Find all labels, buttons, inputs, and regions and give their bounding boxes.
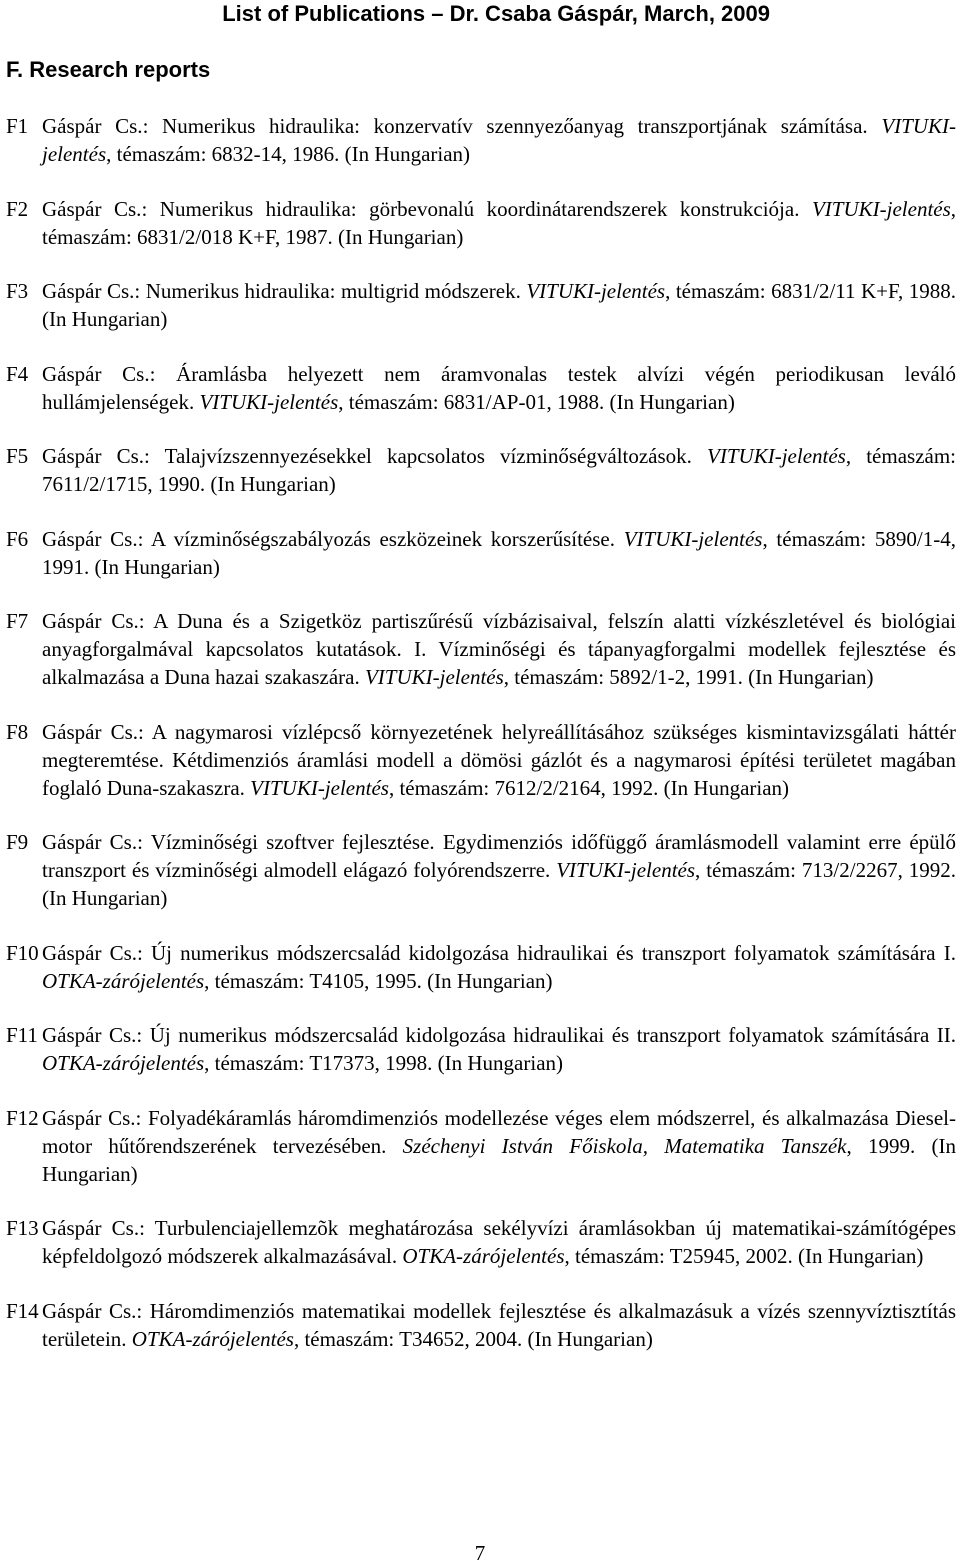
entry-title: : Turbulenciajellemzõk meghatározása sekélyvízi áramlásokban új matematikai-számítógépes képfeldolgozó módszerek alkalmazásával. — [42, 1216, 957, 1268]
entry-venue: VITUKI-jelentés — [250, 775, 389, 800]
entry-title: : A vízminőségszabályozás eszközeinek korszerűsítése. — [137, 526, 624, 551]
entry-venue: OTKA-zárójelentés — [42, 1051, 205, 1075]
entry-venue: OTKA-zárójelentés — [402, 1244, 565, 1268]
entry-author: Gáspár Cs. — [42, 361, 150, 386]
entry-title: : Folyadékáramlás háromdimenziós modellezése véges elem módszerrel, és alkalmazása Diesel-motor hűtőrendszerének tervezésében. — [42, 1105, 957, 1158]
entry-venue: VITUKI-jelentés — [556, 858, 696, 882]
entry-details: , témaszám: T4105, 1995. (In Hungarian) — [204, 968, 553, 993]
entry-number: F10 — [6, 940, 39, 965]
entry-title: : A nagymarosi vízlépcső környezetének helyreállításához szükséges kismintavizsgálati háttér megteremtése. Kétdimenziós áramlási modell a dömösi gázlót és a nagymarosi építési területet magában foglaló Duna-szakaszra. — [42, 719, 956, 800]
entry-number: F5 — [6, 444, 29, 468]
entry-title: : Numerikus hidraulika: konzervatív szennyezőanyag transzportjának számítása. — [142, 114, 882, 138]
entry-number: F9 — [6, 830, 29, 854]
publication-entry — [6, 1021, 956, 1077]
entry-author: Gáspár Cs. — [42, 444, 145, 468]
entry-details: , témaszám: 5892/1-2, 1991. (In Hungarian) — [503, 665, 874, 689]
publication-entry — [6, 828, 956, 912]
entry-number: F2 — [6, 196, 29, 221]
entry-author: Gáspár Cs. — [42, 526, 138, 551]
entry-title: : Háromdimenziós matematikai modellek fejlesztése és alkalmazásuk a vízés szennyvíztisztítás területein. — [42, 1298, 956, 1351]
entry-details: , témaszám: 713/2/2267, 1992. (In Hungarian) — [42, 858, 956, 910]
entry-venue: VITUKI-jelentés — [623, 526, 763, 551]
entry-title: : A Duna és a Szigetköz partiszűrésű vízbázisaival, felszín alatti vízkészletével és biológiai anyagforgalmával kapcsolatos kutatások. I. Vízminőségi és tápanyagforgalmi modellek fejlesztése és alkalmazása a Duna hazai szakaszára. — [42, 609, 956, 689]
entry-number: F3 — [6, 279, 29, 303]
page-header: List of Publications – Dr. Csaba Gáspár, March, 2009 — [222, 1, 770, 26]
publication-entry — [6, 525, 956, 581]
publication-entry — [6, 112, 956, 168]
entry-title: : Új numerikus módszercsalád kidolgozása hidraulikai és transzport folyamatok számítására I. — [137, 940, 956, 965]
publication-list — [6, 112, 956, 1379]
entry-number: F6 — [6, 526, 29, 551]
entry-venue: VITUKI-jelentés — [811, 196, 951, 221]
entry-details: , témaszám: 6831/2/018 K+F, 1987. (In Hungarian) — [42, 196, 957, 249]
entry-title: : Numerikus hidraulika: görbevonalú koordinátarendszerek konstrukciója. — [141, 196, 812, 221]
entry-title: : Vízminőségi szoftver fejlesztése. Egydimenziós időfüggő áramlásmodell valamint erre épülő transzport és vízminőségi almodell elágazó folyórendszerre. — [42, 830, 956, 882]
entry-details: , témaszám: T34652, 2004. (In Hungarian) — [293, 1326, 653, 1351]
entry-number: F12 — [6, 1105, 39, 1130]
entry-author: Gáspár Cs. — [42, 1298, 137, 1323]
entry-details: , témaszám: 7612/2/2164, 1992. (In Hungarian) — [388, 775, 790, 800]
entry-number: F13 — [6, 1216, 39, 1240]
publication-entry — [6, 360, 956, 416]
entry-details: , témaszám: 6831/AP-01, 1988. (In Hungarian) — [338, 389, 735, 414]
entry-title: : Numerikus hidraulika: multigrid módszerek. — [134, 279, 527, 303]
publication-entry — [6, 195, 956, 251]
entry-venue: VITUKI-jelentés — [364, 665, 504, 689]
entry-author: Gáspár Cs. — [42, 719, 138, 744]
entry-details: , témaszám: 6832-14, 1986. (In Hungarian) — [106, 142, 471, 166]
entry-author: Gáspár Cs. — [42, 1216, 140, 1240]
publication-entry — [6, 442, 956, 498]
entry-author: Gáspár Cs. — [42, 279, 135, 303]
entry-number: F4 — [6, 361, 29, 386]
section-title: F. Research reports — [6, 57, 211, 82]
page-number: 7 — [474, 1541, 486, 1565]
publication-entry — [6, 939, 956, 995]
entry-number: F1 — [6, 114, 29, 138]
entry-title: : Új numerikus módszercsalád kidolgozása hidraulikai és transzport folyamatok számítására II. — [136, 1023, 956, 1047]
publication-entry — [6, 607, 956, 691]
entry-venue: VITUKI-jelentés — [199, 389, 339, 414]
entry-details: , 1999. (In Hungarian) — [42, 1133, 956, 1186]
entry-author: Gáspár Cs. — [42, 940, 138, 965]
entry-venue: OTKA-zárójelentés — [131, 1326, 294, 1351]
entry-title: : Áramlásba helyezett nem áramvonalas testek alvízi végén periodikusan leváló hullámjelenségek. — [42, 361, 956, 414]
entry-venue: OTKA-zárójelentés — [42, 968, 205, 993]
entry-author: Gáspár Cs. — [42, 609, 139, 633]
entry-author: Gáspár Cs. — [42, 1105, 136, 1130]
entry-number: F7 — [6, 609, 29, 633]
entry-venue: Széchenyi István Főiskola, Matematika Tanszék — [402, 1133, 847, 1158]
entry-number: F14 — [6, 1298, 39, 1323]
publication-entry — [6, 1214, 956, 1270]
entry-author: Gáspár Cs. — [42, 114, 143, 138]
entry-title: : Talajvízszennyezésekkel kapcsolatos vízminőségváltozások. — [144, 444, 708, 468]
publication-entry — [6, 718, 956, 802]
entry-details: , témaszám: 5890/1-4, 1991. (In Hungarian) — [42, 526, 956, 579]
entry-number: F11 — [6, 1023, 38, 1047]
entry-number: F8 — [6, 719, 29, 744]
entry-venue: VITUKI-jelentés — [707, 444, 846, 468]
publication-entry — [6, 1297, 956, 1353]
entry-details: , témaszám: T25945, 2002. (In Hungarian) — [564, 1244, 924, 1268]
entry-author: Gáspár Cs. — [42, 1023, 137, 1047]
entry-details: , témaszám: 7611/2/1715, 1990. (In Hungarian) — [42, 444, 957, 496]
publication-entry — [6, 277, 956, 333]
entry-venue: VITUKI-jelentés — [42, 114, 956, 166]
entry-details: , témaszám: 6831/2/11 K+F, 1988. (In Hungarian) — [42, 279, 956, 331]
entry-author: Gáspár Cs. — [42, 196, 142, 221]
publication-entry — [6, 1104, 956, 1188]
entry-author: Gáspár Cs. — [42, 830, 138, 854]
entry-venue: VITUKI-jelentés — [526, 279, 666, 303]
entry-details: , témaszám: T17373, 1998. (In Hungarian) — [204, 1051, 564, 1075]
